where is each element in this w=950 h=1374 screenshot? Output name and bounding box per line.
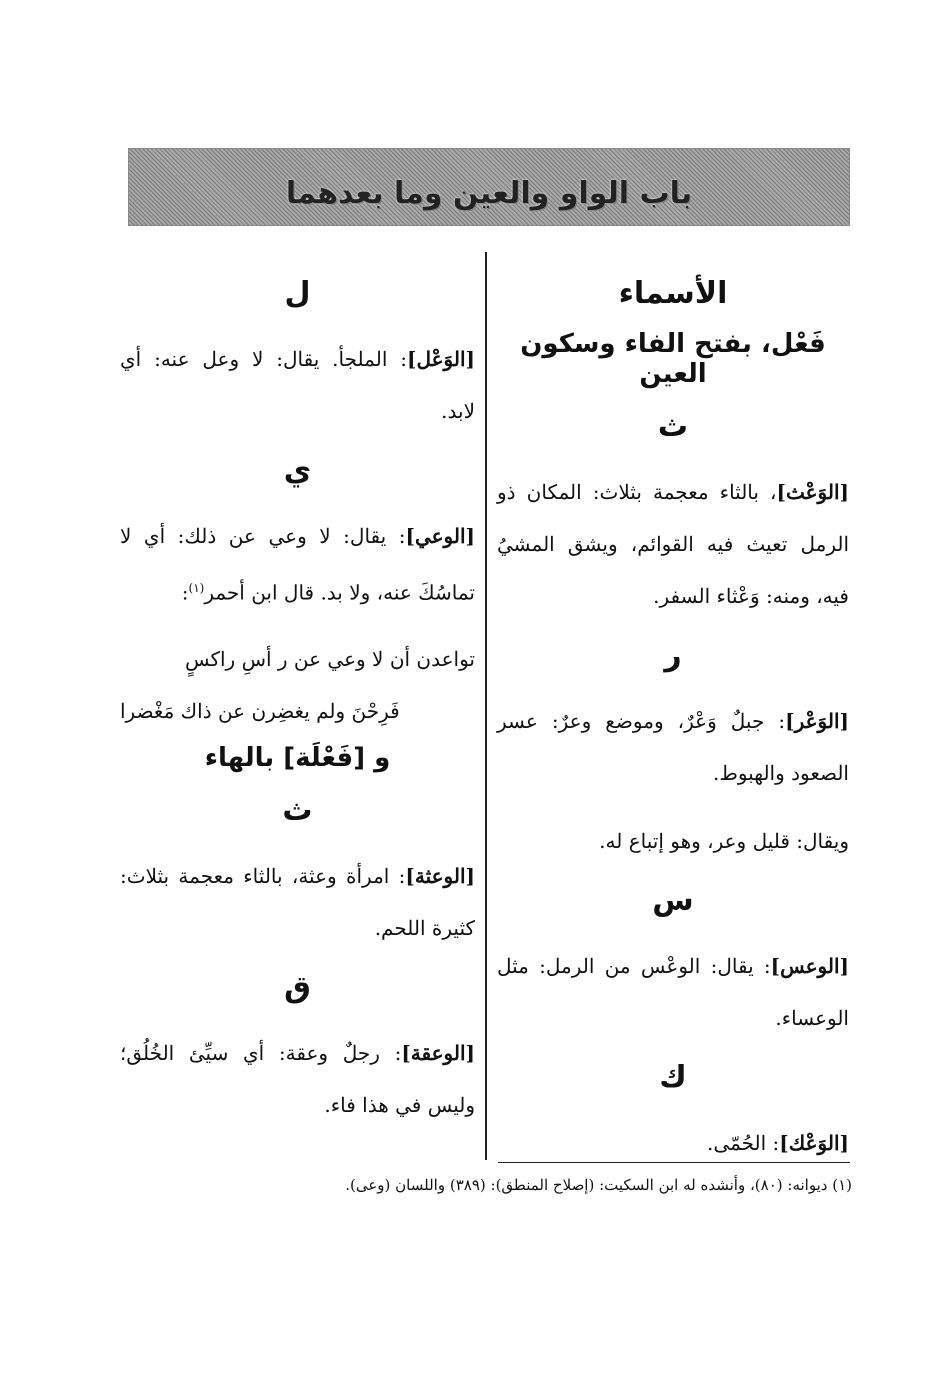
chapter-title: باب الواو والعين وما بعدهما xyxy=(285,175,693,211)
entry-definition: : الحُمّى. xyxy=(707,1131,780,1155)
verse-line-2: فَرِحْنَ ولم يغضِرن عن ذاك مَغْضرا xyxy=(120,698,400,723)
letter-heading-ya: ي xyxy=(283,453,312,488)
letter-heading-lam: ل xyxy=(284,276,311,311)
entry-term: [الوَعْك] xyxy=(779,1131,849,1155)
entry-term: [الوعثة] xyxy=(405,863,475,888)
entry-definition: : امرأة وعثة، بالثاء معجمة بثلاث: كثيرة اللحم. xyxy=(120,863,475,940)
entry-term: [الوعي] xyxy=(405,524,475,548)
letter-heading-sin: س xyxy=(652,883,694,918)
letter-heading-kaf: ك xyxy=(659,1060,687,1095)
entry-waatha xyxy=(120,850,475,954)
chapter-banner xyxy=(128,148,850,226)
entry-definition: : يقال: الوعْس من الرمل: مثل الوعساء. xyxy=(497,954,849,1030)
entry-term: [الوعقة] xyxy=(401,1040,475,1065)
entry-definition: : يقال: لا وعي عن ذلك: أي لا تماسُكَ عنه، ولا بد. قال ابن أحمر xyxy=(120,524,475,605)
entry-term: [الوَعْر] xyxy=(785,709,849,733)
entry-definition: : رجلٌ وعقة: أي سيِّئ الخُلُق؛ وليس في هذا فاء. xyxy=(120,1040,475,1117)
column-divider xyxy=(485,252,487,1160)
entry-waar-extra: ويقال: قليل وعر، وهو إتباع له. xyxy=(599,829,849,853)
right-column xyxy=(497,262,849,1185)
entry-term: [الوعس] xyxy=(770,954,849,978)
entry-waar xyxy=(497,695,849,799)
letter-heading-qaf: ق xyxy=(284,969,311,1005)
entry-waas xyxy=(497,940,849,1044)
verse-line-1: تواعدن أن لا وعي عن ر أسِ راكسٍ xyxy=(184,646,475,671)
entry-definition: ، بالثاء معجمة بثلاث: المكان ذو الرمل تعيث فيه القوائم، ويشق المشيُ فيه، ومنه: وَعْثاء السفر. xyxy=(497,480,849,608)
entry-waal xyxy=(120,333,475,437)
entry-term: [الوَعْل] xyxy=(407,347,475,371)
footnote-reference: (١) xyxy=(188,581,205,595)
left-column xyxy=(120,262,475,1147)
section-title: الأسماء xyxy=(618,276,728,311)
entry-waaqa xyxy=(120,1027,475,1131)
letter-heading-tha: ث xyxy=(657,409,689,444)
pattern-title: فَعْل، بفتح الفاء وسكون العين xyxy=(520,329,826,389)
pattern-title-ha: و [فَعْلَة] بالهاء xyxy=(204,742,391,773)
letter-heading-ra: ر xyxy=(664,638,682,673)
entry-definition: : الملجأ. يقال: لا وعل عنه: أي لابد. xyxy=(120,347,475,423)
entry-waath xyxy=(497,466,849,622)
entry-definition: : جبلٌ وَعْرٌ، وموضع وعرٌ: عسر الصعود والهبوط. xyxy=(497,709,849,785)
entry-colon: : xyxy=(181,580,189,605)
footnote-rule xyxy=(498,1162,850,1163)
entry-waai xyxy=(120,510,475,619)
entry-term: [الوَعْث] xyxy=(776,480,849,504)
letter-heading-tha: ث xyxy=(282,792,313,828)
footnote: (١) ديوانه: (٨٠)، وأنشده له ابن السكيت: (إصلاح المنطق): (٣٨٩) واللسان (وعى). xyxy=(345,1176,852,1194)
